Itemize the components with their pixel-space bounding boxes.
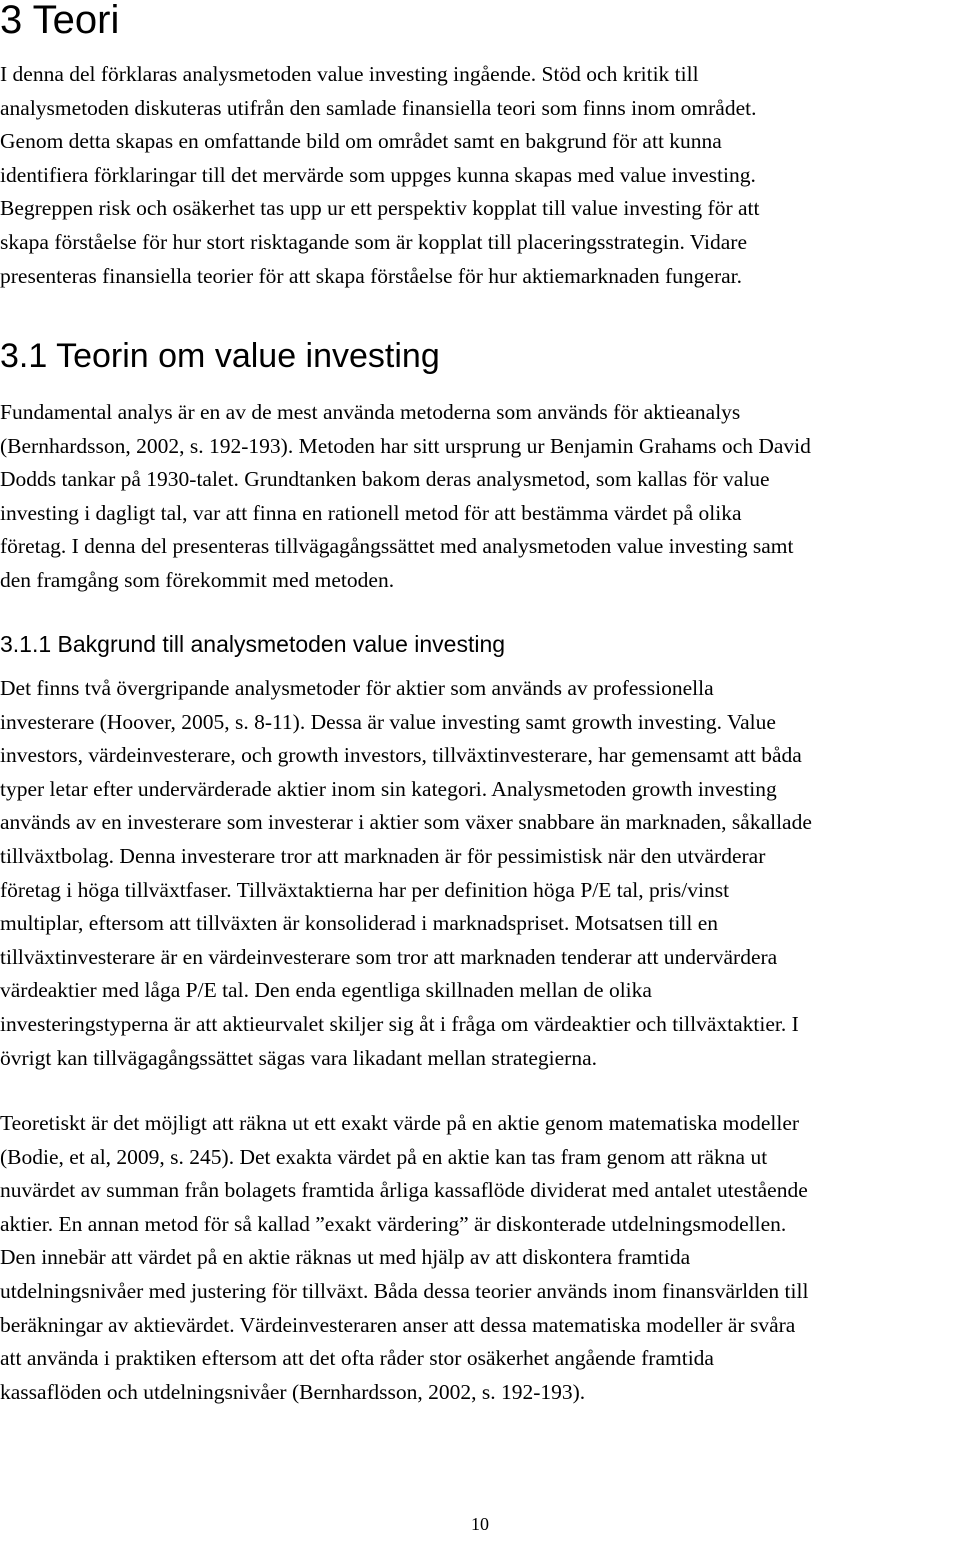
text-line: övrigt kan tillvägagångssättet sägas vara likadant mellan strategierna. [0, 1045, 598, 1070]
text-line: skapa förståelse för hur stort risktagande som är kopplat till placeringsstrategin. Vidare [0, 229, 748, 254]
page-number: 10 [471, 1514, 489, 1534]
text-line: den framgång som förekommit med metoden. [0, 567, 395, 592]
text-line: aktier. En annan metod för så kallad ”exakt värdering” är diskonterade utdelningsmodellen. [0, 1211, 787, 1236]
text-line: företag. I denna del presenteras tillvägagångssättet med analysmetoden value investing samt [0, 534, 794, 559]
text-line: presenteras finansiella teorier för att skapa förståelse för hur aktiemarknaden fungerar. [0, 263, 743, 288]
text-line: används av en investerare som investerar i aktier som växer snabbare än marknaden, såkallade [0, 810, 812, 835]
text-line: (Bernhardsson, 2002, s. 192-193). Metoden har sitt ursprung ur Benjamin Grahams och David [0, 433, 811, 458]
text-line: nuvärdet av summan från bolagets framtida årliga kassaflöde dividerat med antalet utestående [0, 1178, 808, 1203]
chapter-heading: 3 Teori [0, 0, 120, 42]
section-heading: 3.1 Teorin om value investing [0, 337, 440, 375]
text-line: investing i dagligt tal, var att finna en rationell metod för att bestämma värdet på olika [0, 500, 742, 525]
text-line: typer letar efter undervärderade aktier inom sin kategori. Analysmetoden growth investing [0, 776, 777, 801]
text-line: investors, värdeinvesterare, och growth investors, tillväxtinvesterare, har gemensamt att båda [0, 743, 802, 768]
text-line: Den innebär att värdet på en aktie räknas ut med hjälp av att diskontera framtida [0, 1245, 691, 1270]
text-line: I denna del förklaras analysmetoden value investing ingående. Stöd och kritik till [0, 62, 699, 86]
text-line: Teoretiskt är det möjligt att räkna ut ett exakt värde på en aktie genom matematiska modeller [0, 1111, 800, 1135]
text-line: tillväxtbolag. Denna investerare tror att marknaden är för pessimistisk när den utvärderar [0, 843, 766, 868]
subsection-paragraph-2 [0, 1107, 960, 1409]
text-line: Genom detta skapas en omfattande bild om området samt en bakgrund för att kunna [0, 129, 722, 154]
subsection-paragraph-1 [0, 672, 960, 1075]
text-line: investeringstyperna är att aktieurvalet skiljer sig åt i fråga om värdeaktier och tillväxtaktier. I [0, 1011, 799, 1036]
subsection-heading: 3.1.1 Bakgrund till analysmetoden value investing [0, 631, 506, 657]
text-line: företag i höga tillväxtfaser. Tillväxtaktierna har per definition höga P/E tal, pris/vinst [0, 877, 730, 902]
text-line: identifiera förklaringar till det mervärde som uppges kunna skapas med value investing. [0, 162, 756, 187]
section-paragraph [0, 396, 960, 598]
text-line: (Bodie, et al, 2009, s. 245). Det exakta värdet på en aktie kan tas fram genom att räkna ut [0, 1144, 768, 1169]
text-line: Begreppen risk och osäkerhet tas upp ur ett perspektiv kopplat till value investing för att [0, 196, 760, 221]
intro-paragraph [0, 58, 960, 293]
text-line: Det finns två övergripande analysmetoder för aktier som används av professionella [0, 676, 714, 700]
text-line: Fundamental analys är en av de mest använda metoderna som används för aktieanalys [0, 400, 741, 424]
text-line: beräkningar av aktievärdet. Värdeinvesteraren anser att dessa matematiska modeller är svåra [0, 1312, 796, 1337]
text-line: analysmetoden diskuteras utifrån den samlade finansiella teori som finns inom området. [0, 95, 757, 120]
text-line: investerare (Hoover, 2005, s. 8-11). Dessa är value investing samt growth investing. Value [0, 709, 776, 734]
text-line: kassaflöden och utdelningsnivåer (Bernhardsson, 2002, s. 192-193). [0, 1379, 586, 1404]
text-line: Dodds tankar på 1930-talet. Grundtanken bakom deras analysmetod, som kallas för value [0, 467, 770, 492]
text-line: att använda i praktiken eftersom att det ofta råder stor osäkerhet angående framtida [0, 1346, 714, 1371]
text-line: utdelningsnivåer med justering för tillväxt. Båda dessa teorier används inom finansvärlden till [0, 1278, 809, 1303]
text-line: värdeaktier med låga P/E tal. Den enda egentliga skillnaden mellan de olika [0, 978, 652, 1003]
text-line: tillväxtinvesterare är en värdeinvesterare som tror att marknaden tenderar att undervärdera [0, 944, 778, 969]
text-line: multiplar, eftersom att tillväxten är konsoliderad i marknadspriset. Motsatsen till en [0, 911, 719, 936]
